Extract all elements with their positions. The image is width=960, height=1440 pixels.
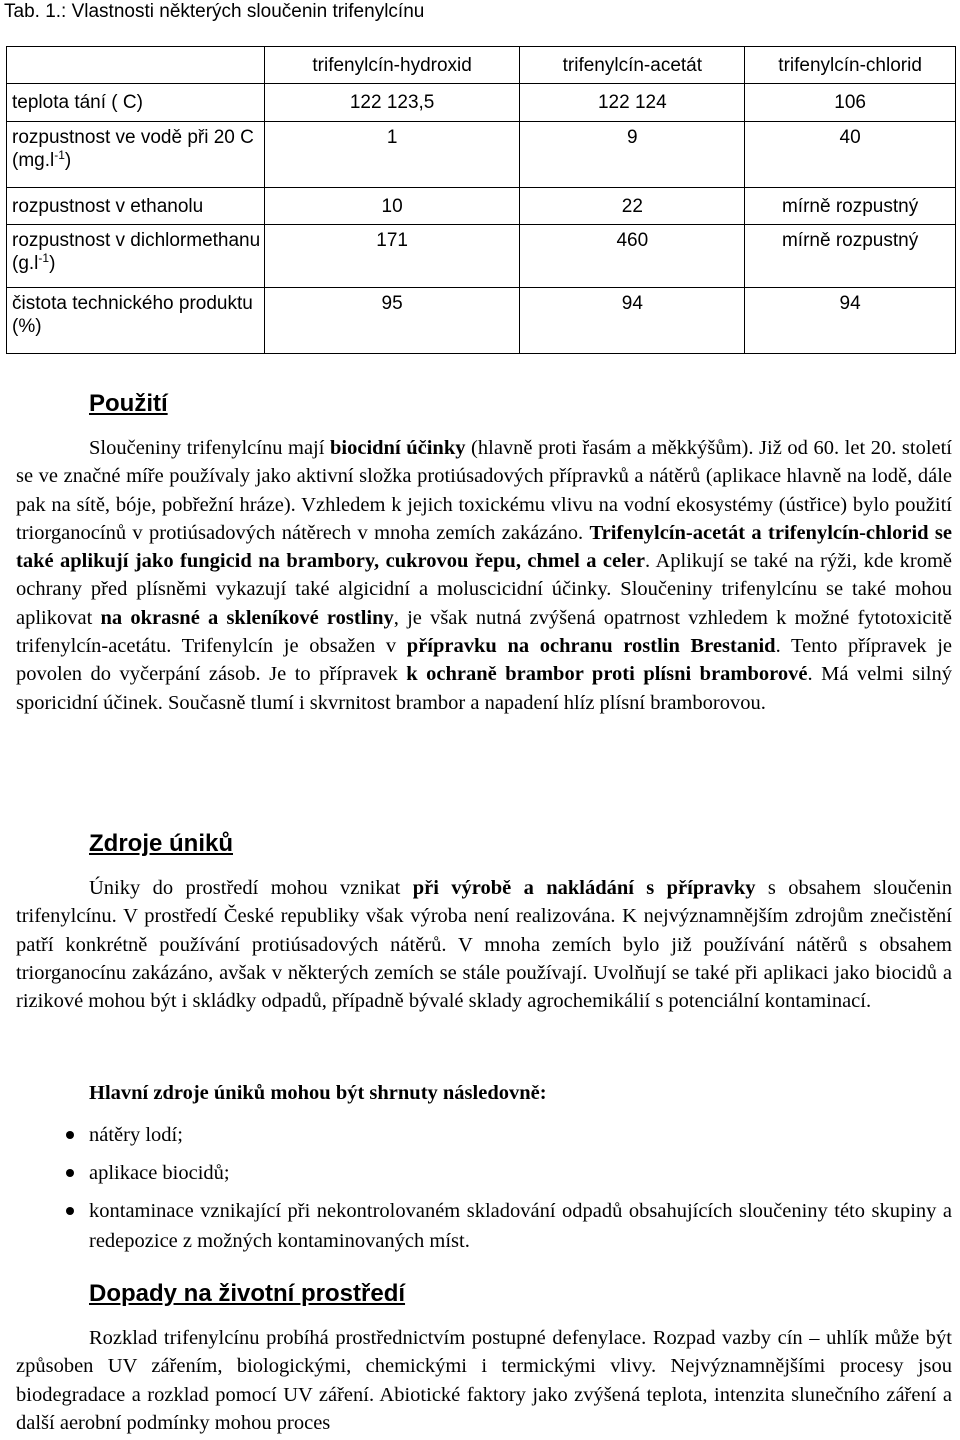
table-cell: 106 [745,84,956,122]
table-caption: Tab. 1.: Vlastnosti některých sloučenin trifenylcínu [4,1,425,22]
row-label: rozpustnost ve vodě při 20 C $(mg.l^{-1})$ [7,122,265,188]
table-row [7,225,956,288]
row-label: rozpustnost v ethanolu [7,188,265,225]
table-cell: 9 [520,122,745,188]
table-cell: 94 [520,288,745,354]
table-header-cell [7,47,265,84]
section-heading-pouziti: Použití [89,390,168,417]
table-cell: 22 [520,188,745,225]
table-cell: 10 [264,188,520,225]
row-label: rozpustnost v dichlormethanu $(g.l^{-1})$ [7,225,265,288]
section-heading-zdroje: Zdroje úniků [89,830,233,857]
table-cell: 40 [745,122,956,188]
table-cell: mírně rozpustný [745,188,956,225]
table-row [7,288,956,354]
paragraph-dopady: Rozklad trifenylcínu probíhá prostřednictvím postupné defenylace. Rozpad vazby cín – uhlík může být způsoben UV zářením, biologickými, chemickými i termickými vlivy. Nejvýznamnějšími procesy jsou biodegradace a rozklad pomocí UV záření. Abiotické faktory jako zvýšená teplota, intenzita slunečního záření a další aerobní podmínky mohou proces [16,1327,952,1434]
table-header-cell: trifenylcín-chlorid [745,47,956,84]
bullet-icon [66,1207,74,1215]
table-cell: 94 [745,288,956,354]
table-cell: 1 [264,122,520,188]
list-item: kontaminace vznikající při nekontrolovaném skladování odpadů obsahujících sloučeniny této skupiny a redepozice z možných kontaminovaných míst. [16,1196,952,1256]
table-cell: 122 124 [520,84,745,122]
table-cell: 171 [264,225,520,288]
table-row [7,122,956,188]
table-header-row [7,47,956,84]
table-cell: 460 [520,225,745,288]
row-label: teplota tání ( C) [7,84,265,122]
table-header-cell: trifenylcín-acetát [520,47,745,84]
table-cell: 122 123,5 [264,84,520,122]
table-row [7,188,956,225]
bullet-icon [66,1131,74,1139]
table-cell: mírně rozpustný [745,225,956,288]
sources-list [16,1120,952,1264]
subheading-zdroje: Hlavní zdroje úniků mohou být shrnuty následovně: [89,1082,547,1104]
row-label: čistota technického produktu (%) [7,288,265,354]
list-item: aplikace biocidů; [16,1158,952,1188]
list-item: nátěry lodí; [16,1120,952,1150]
table-header-cell: trifenylcín-hydroxid [264,47,520,84]
table-row [7,84,956,122]
paragraph-zdroje: Úniky do prostředí mohou vznikat při výrobě a nakládání s přípravky s obsahem sloučenin trifenylcínu. V prostředí České republiky však výroba není realizována. K nejvýznamnějším zdrojům znečistění patří konkrétně používání protiúsadových nátěrů. V mnoha zemích bylo již používání nátěrů s obsahem triorganocínu zakázáno, avšak v některých zemích se stále používají. Uvolňují se také při aplikaci jako biocidů a rizikové mohou být i skládky odpadů, případně bývalé sklady agrochemikálií s potenciální kontaminací. [16,877,952,1013]
table-cell: 95 [264,288,520,354]
section-heading-dopady: Dopady na životní prostředí [89,1280,406,1307]
bullet-icon [66,1169,74,1177]
paragraph-pouziti: Sloučeniny trifenylcínu mají biocidní účinky (hlavně proti řasám a měkkýšům). Již od 60. let 20. století se ve značné míře používaly jako aktivní složka protiúsadových přípravků a nátěrů (aplikace hlavně na lodě, dále pak na sítě, bóje, pobřežní hráze). Vzhledem k jejich toxickému vlivu na vodní ekosystémy (ústřice) bylo použití triorganocínů v protiúsadových nátěrech v mnoha zemích zakázáno. Trifenylcín-acetát a trifenylcín-chlorid se také aplikují jako fungicid na brambory, cukrovou řepu, chmel a celer. Aplikují se také na rýži, kde kromě ochrany před plísněmi vykazují také algicidní a moluscicidní účinky. Sloučeniny trifenylcínu se také mohou aplikovat na okrasné a skleníkové rostliny, je však nutná zvýšená opatrnost vzhledem k možné fytotoxicitě trifenylcín-acetátu. Trifenylcín je obsažen v přípravku na ochranu rostlin Brestanid. Tento přípravek je povolen do vyčerpání zásob. Je to přípravek k ochraně brambor proti plísni bramborové. Má velmi silný sporicidní účinek. Současně tlumí i skvrnitost brambor a napadení hlíz plísní bramborovou. [16,437,953,714]
properties-table [6,46,956,354]
